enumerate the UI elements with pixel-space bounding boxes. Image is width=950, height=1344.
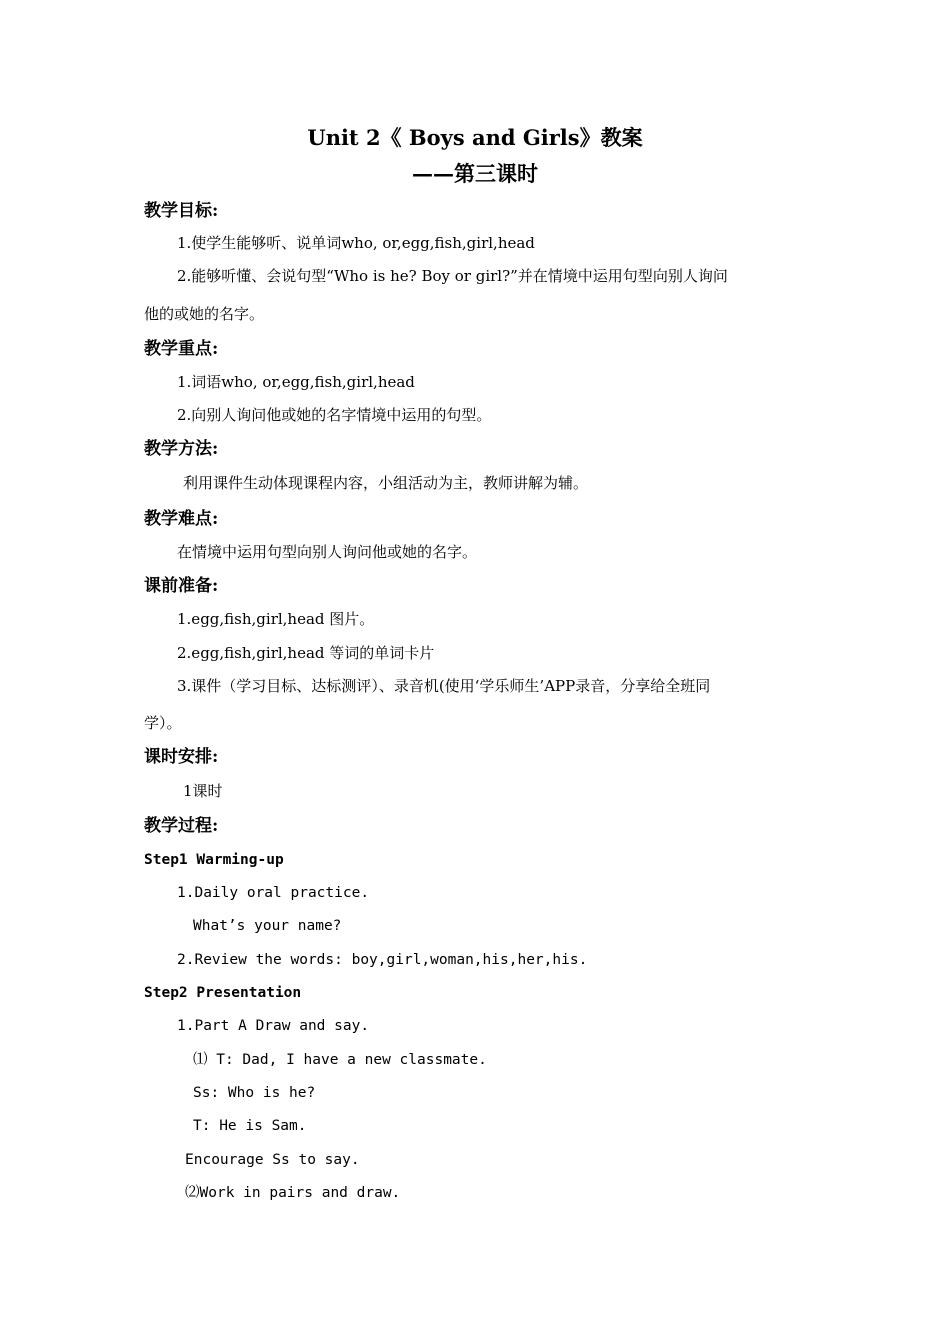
key-point-item: 2.向别人询问他或她的名字情境中运用的句型。	[177, 406, 492, 424]
step2-item: ⑴ T: Dad, I have a new classmate.	[193, 1052, 487, 1068]
step1-item: What’s your name?	[193, 918, 342, 934]
goal-item: 他的或她的名字。	[144, 305, 265, 323]
key-point-item: 1.词语who, or,egg,fish,girl,head	[177, 373, 415, 391]
method-item: 利用课件生动体现课程内容，小组活动为主，教师讲解为辅。	[183, 474, 589, 492]
step2-item: 1.Part A Draw and say.	[177, 1018, 370, 1034]
step1-item: 1.Daily oral practice.	[177, 885, 370, 901]
step2-item: ⑵Work in pairs and draw.	[185, 1185, 401, 1201]
step2-item: Encourage Ss to say.	[185, 1152, 360, 1168]
document-title: Unit 2《 Boys and Girls》教案	[307, 125, 643, 150]
step2-label: Step2 Presentation	[144, 985, 302, 1001]
preparation-item: 3.课件（学习目标、达标测评）、录音机(使用‘学乐师生’APP录音，分享给全班同	[177, 677, 711, 695]
methods-heading: 教学方法:	[144, 439, 219, 459]
process-heading: 教学过程:	[144, 816, 219, 836]
preparation-item: 学）。	[144, 714, 182, 732]
step2-item: T: He is Sam.	[193, 1118, 307, 1134]
step1-item: 2.Review the words: boy,girl,woman,his,her,his.	[177, 952, 588, 968]
difficulty-item: 在情境中运用句型向别人询问他或她的名字。	[177, 543, 478, 561]
schedule-heading: 课时安排:	[144, 747, 219, 767]
preparation-item: 1.egg,fish,girl,head 图片。	[177, 610, 375, 628]
step1-label: Step1 Warming-up	[144, 852, 284, 868]
key-points-heading: 教学重点:	[144, 339, 219, 359]
goal-item: 2.能够听懂、会说句型“Who is he? Boy or girl?”并在情境中运用句型向别人询问	[177, 267, 728, 285]
document-subtitle: ——第三课时	[412, 161, 538, 186]
difficulties-heading: 教学难点:	[144, 509, 219, 529]
goal-item: 1.使学生能够听、说单词who, or,egg,fish,girl,head	[177, 234, 535, 252]
step2-item: Ss: Who is he?	[193, 1085, 316, 1101]
preparation-heading: 课前准备:	[144, 576, 219, 596]
schedule-item: 1课时	[183, 782, 223, 800]
preparation-item: 2.egg,fish,girl,head 等词的单词卡片	[177, 644, 435, 662]
goals-heading: 教学目标:	[144, 201, 219, 221]
